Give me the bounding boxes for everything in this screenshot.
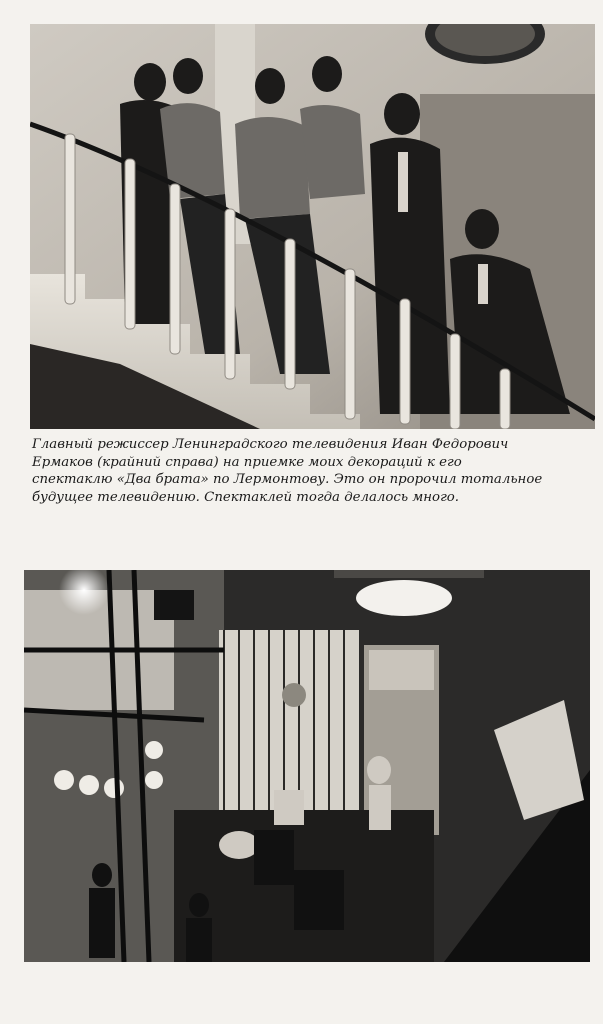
caption-line: Ермаков (крайний справа) на приемке моих декораций к его [32, 454, 462, 470]
tv-studio-photo [24, 570, 590, 962]
caption-line: Главный режиссер Ленинградского телевидения Иван Федорович [32, 437, 509, 452]
caption-line: спектаклю «Два брата» по Лермонтову. Это он пророчил тотальное [32, 472, 543, 487]
staircase-group-photo [30, 24, 595, 429]
photo-caption [32, 436, 580, 506]
caption-line: будущее телевидению. Спектаклей тогда делалось много. [32, 489, 460, 505]
studio-photo-graphic [24, 570, 590, 962]
staircase-photo-graphic [30, 24, 595, 429]
